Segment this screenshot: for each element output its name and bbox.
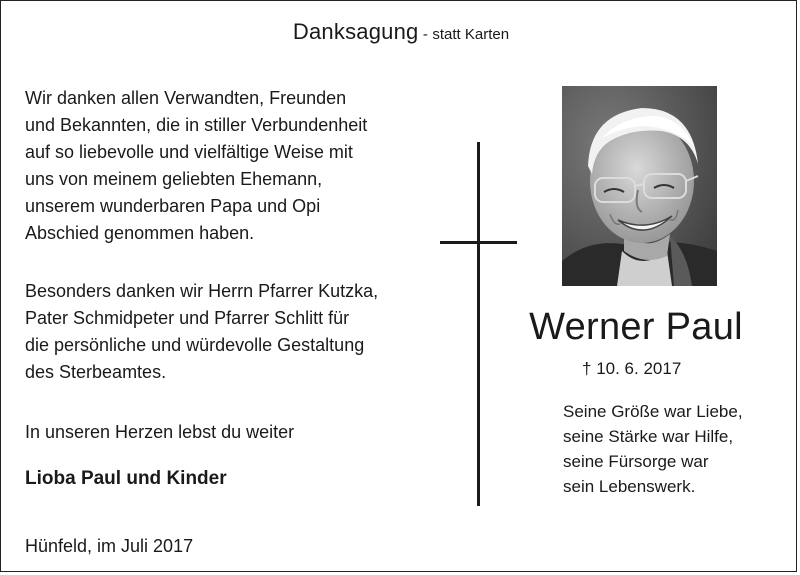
- page-title: Danksagung: [292, 19, 419, 44]
- text-line: die persönliche und würdevolle Gestaltung: [25, 335, 365, 355]
- portrait-photo: [562, 86, 717, 286]
- closing-line: In unseren Herzen lebst du weiter: [25, 422, 295, 442]
- header-separator: -: [422, 26, 428, 43]
- deceased-name: Werner Paul: [529, 306, 743, 348]
- text-line: Abschied genommen haben.: [25, 223, 255, 243]
- quote-line: sein Lebenswerk.: [563, 477, 696, 496]
- death-date-line: [582, 359, 681, 379]
- text-line: und Bekannten, die in stiller Verbundenheit: [25, 115, 368, 135]
- cross-vertical-bar: [477, 142, 480, 506]
- text-line: uns von meinem geliebten Ehemann,: [25, 169, 323, 189]
- text-line: Besonders danken wir Herrn Pfarrer Kutzka,: [25, 281, 379, 301]
- quote-line: seine Stärke war Hilfe,: [563, 427, 734, 446]
- memorial-quote: [563, 399, 743, 499]
- text-line: unserem wunderbaren Papa und Opi: [25, 196, 321, 216]
- signature: Lioba Paul und Kinder: [25, 468, 227, 489]
- thanks-paragraph-1: [25, 85, 410, 247]
- text-line: des Sterbeamtes.: [25, 362, 167, 382]
- place-date: Hünfeld, im Juli 2017: [25, 536, 194, 556]
- text-line: Wir danken allen Verwandten, Freunden: [25, 88, 347, 108]
- portrait-illustration: [562, 86, 717, 286]
- header: [1, 19, 800, 45]
- quote-line: Seine Größe war Liebe,: [563, 402, 743, 421]
- death-date: 10. 6. 2017: [596, 359, 682, 378]
- cross-horizontal-bar: [440, 241, 517, 244]
- text-line: auf so liebevolle und vielfältige Weise mit: [25, 142, 353, 162]
- quote-line: seine Fürsorge war: [563, 452, 709, 471]
- header-subtitle: statt Karten: [432, 26, 510, 43]
- thanks-paragraph-2: [25, 278, 410, 386]
- death-cross-icon: †: [582, 359, 592, 378]
- thanks-text-column: [25, 85, 410, 556]
- text-line: Pater Schmidpeter und Pfarrer Schlitt für: [25, 308, 350, 328]
